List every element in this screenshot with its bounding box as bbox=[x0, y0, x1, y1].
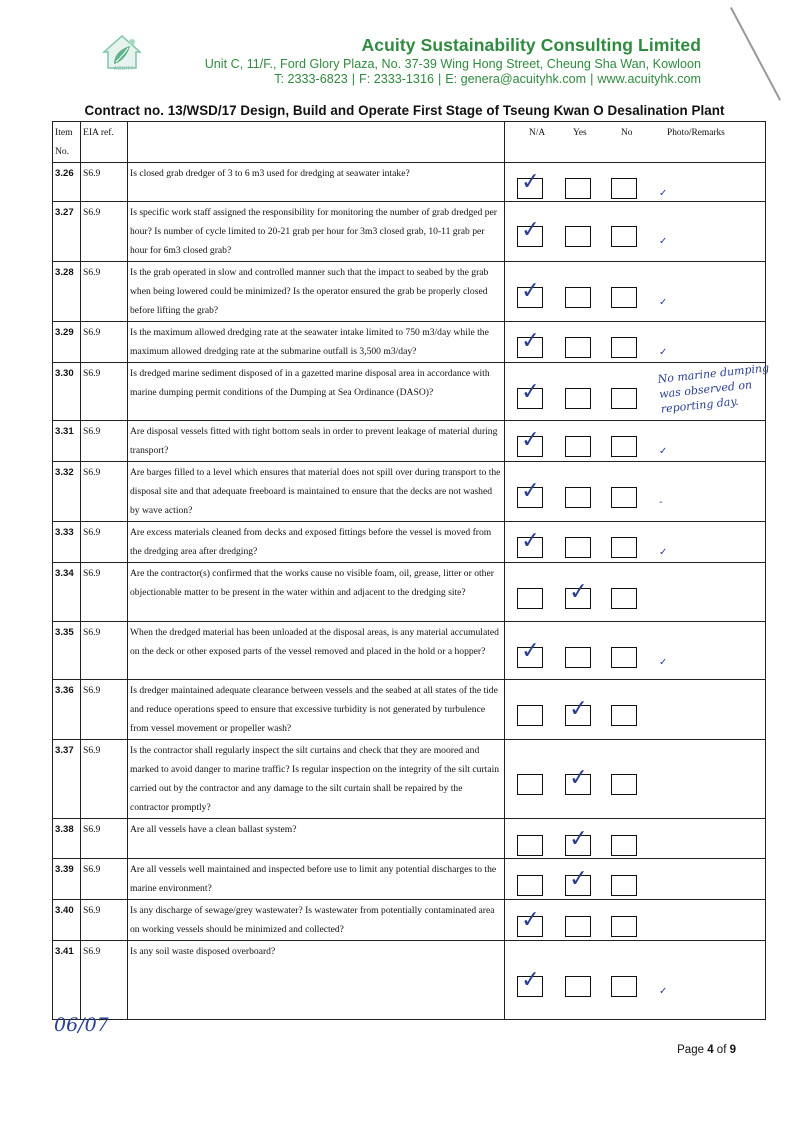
table-row bbox=[53, 202, 766, 262]
item-description: Are all vessels well maintained and inspected before use to limit any potential discharges to the marine environment? bbox=[128, 859, 505, 900]
item-description: Is dredger maintained adequate clearance between vessels and the seabed at all states of the tide and reduce operations speed to ensure that excessive turbidity is not generated by turbulence from vessel movement or propeller wash? bbox=[128, 680, 505, 740]
check-cell bbox=[505, 859, 766, 900]
checkbox-no[interactable] bbox=[611, 537, 637, 558]
header-eia-ref: EIA ref. bbox=[81, 122, 128, 163]
check-mark-icon: ✓ bbox=[568, 865, 590, 893]
check-cell bbox=[505, 361, 770, 421]
table-row bbox=[53, 563, 766, 622]
checkbox-yes[interactable] bbox=[565, 537, 591, 558]
check-cell bbox=[505, 563, 766, 622]
eia-reference: S6.9 bbox=[81, 363, 128, 421]
checkbox-yes[interactable] bbox=[565, 976, 591, 997]
checkbox-na[interactable] bbox=[517, 216, 543, 247]
eia-reference: S6.9 bbox=[81, 622, 128, 680]
check-mark-icon: ✓ bbox=[520, 477, 542, 505]
header-checks bbox=[505, 122, 766, 163]
checkbox-yes[interactable] bbox=[565, 825, 591, 856]
check-mark-icon: ✓ bbox=[520, 906, 542, 934]
company-address: Unit C, 11/F., Ford Glory Plaza, No. 37-39 Wing Hong Street, Cheung Sha Wan, Kowloon bbox=[204, 57, 701, 71]
table-row bbox=[53, 819, 766, 859]
remark-note: ✓ bbox=[659, 297, 668, 308]
check-cell bbox=[505, 680, 766, 740]
checkbox-na[interactable] bbox=[517, 705, 543, 726]
checkbox-yes[interactable] bbox=[565, 764, 591, 795]
table-row bbox=[53, 262, 766, 322]
item-number: 3.37 bbox=[53, 740, 81, 819]
table-row bbox=[53, 680, 766, 740]
checkbox-na[interactable] bbox=[517, 637, 543, 668]
checkbox-yes[interactable] bbox=[565, 578, 591, 609]
check-cell bbox=[505, 900, 766, 941]
check-cell bbox=[505, 522, 766, 563]
check-mark-icon: ✓ bbox=[568, 578, 590, 606]
checkbox-yes[interactable] bbox=[565, 388, 591, 409]
company-name: Acuity Sustainability Consulting Limited bbox=[361, 35, 701, 55]
table-header-row bbox=[53, 122, 766, 163]
checkbox-yes[interactable] bbox=[565, 436, 591, 457]
checkbox-yes[interactable] bbox=[565, 647, 591, 668]
table-row bbox=[53, 421, 766, 462]
remark-note: ✓ bbox=[659, 188, 668, 199]
eia-reference: S6.9 bbox=[81, 163, 128, 202]
checkbox-na[interactable] bbox=[517, 426, 543, 457]
table-row bbox=[53, 163, 766, 202]
eia-reference: S6.9 bbox=[81, 522, 128, 563]
header-no: No bbox=[621, 128, 633, 138]
checkbox-yes[interactable] bbox=[565, 865, 591, 896]
eia-reference: S6.9 bbox=[81, 202, 128, 262]
remark-note: ✓ bbox=[659, 236, 668, 247]
check-mark-icon: ✓ bbox=[520, 426, 542, 454]
checkbox-no[interactable] bbox=[611, 388, 637, 409]
checkbox-no[interactable] bbox=[611, 337, 637, 358]
item-number: 3.32 bbox=[53, 462, 81, 522]
checkbox-na[interactable] bbox=[517, 588, 543, 609]
check-cell bbox=[505, 202, 766, 262]
leaf-house-logo-icon bbox=[96, 28, 148, 80]
item-description: Is the grab operated in slow and controlled manner such that the impact to seabed by the grab when being lowered could be minimized? Is the operator ensured the grab be properly closed before lifting the grab? bbox=[128, 262, 505, 322]
eia-reference: S6.9 bbox=[81, 680, 128, 740]
checkbox-no[interactable] bbox=[611, 916, 637, 937]
item-description: Are excess materials cleaned from decks and exposed fittings before the vessel is moved from the dredging area after dredging? bbox=[128, 522, 505, 563]
table-row bbox=[53, 462, 766, 522]
check-cell bbox=[505, 819, 766, 859]
check-cell bbox=[505, 262, 766, 322]
remark-note: No marine dumping was observed on reporting day. bbox=[657, 361, 770, 416]
table-row bbox=[53, 900, 766, 941]
check-mark-icon: ✓ bbox=[568, 764, 590, 792]
scan-edge-line bbox=[730, 7, 781, 101]
checkbox-na[interactable] bbox=[517, 168, 543, 199]
checkbox-na[interactable] bbox=[517, 527, 543, 558]
item-number: 3.35 bbox=[53, 622, 81, 680]
header-item: Item No. bbox=[53, 122, 81, 163]
eia-reference: S6.9 bbox=[81, 740, 128, 819]
item-number: 3.41 bbox=[53, 941, 81, 1020]
checkbox-yes[interactable] bbox=[565, 487, 591, 508]
checkbox-yes[interactable] bbox=[565, 287, 591, 308]
item-description: Is dredged marine sediment disposed of in a gazetted marine disposal area in accordance with marine dumping permit conditions of the Dumping at Sea Ordinance (DASO)? bbox=[128, 363, 505, 421]
check-mark-icon: ✓ bbox=[520, 216, 542, 244]
remark-note: ✓ bbox=[659, 657, 668, 668]
item-number: 3.38 bbox=[53, 819, 81, 859]
check-mark-icon: ✓ bbox=[520, 637, 542, 665]
checkbox-no[interactable] bbox=[611, 287, 637, 308]
check-cell bbox=[505, 322, 766, 363]
checkbox-no[interactable] bbox=[611, 835, 637, 856]
checkbox-no[interactable] bbox=[611, 647, 637, 668]
check-mark-icon: ✓ bbox=[520, 378, 542, 406]
item-number: 3.36 bbox=[53, 680, 81, 740]
check-cell bbox=[505, 421, 766, 462]
item-number: 3.27 bbox=[53, 202, 81, 262]
item-number: 3.34 bbox=[53, 563, 81, 622]
handwritten-date: 06/07 bbox=[54, 1014, 109, 1036]
eia-reference: S6.9 bbox=[81, 421, 128, 462]
item-number: 3.30 bbox=[53, 363, 81, 421]
header-na: N/A bbox=[529, 128, 546, 138]
checkbox-yes[interactable] bbox=[565, 695, 591, 726]
contract-title: Contract no. 13/WSD/17 Design, Build and Operate First Stage of Tseung Kwan O Desalination Plant bbox=[84, 103, 725, 118]
page-number: Page 4 of 9 bbox=[677, 1044, 736, 1056]
check-cell bbox=[505, 622, 766, 680]
checkbox-no[interactable] bbox=[611, 588, 637, 609]
checkbox-na[interactable] bbox=[517, 774, 543, 795]
item-description: Are disposal vessels fitted with tight bottom seals in order to prevent leakage of material during transport? bbox=[128, 421, 505, 462]
remark-note: - bbox=[659, 497, 663, 508]
eia-reference: S6.9 bbox=[81, 322, 128, 363]
item-number: 3.40 bbox=[53, 900, 81, 941]
check-cell bbox=[505, 740, 766, 819]
remark-note: ✓ bbox=[659, 347, 668, 358]
checkbox-na[interactable] bbox=[517, 906, 543, 937]
item-description: When the dredged material has been unloaded at the disposal areas, is any material accumulated on the deck or other exposed parts of the vessel removed and placed in the hold or a hopper? bbox=[128, 622, 505, 680]
company-header bbox=[205, 35, 701, 86]
item-description: Is any discharge of sewage/grey wastewater? Is wastewater from potentially contaminated area on working vessels should be minimized and collected? bbox=[128, 900, 505, 941]
eia-reference: S6.9 bbox=[81, 859, 128, 900]
eia-reference: S6.9 bbox=[81, 262, 128, 322]
table-row bbox=[53, 522, 766, 563]
checkbox-no[interactable] bbox=[611, 875, 637, 896]
checklist-table bbox=[52, 121, 770, 1020]
header-yes: Yes bbox=[573, 128, 587, 138]
eia-reference: S6.9 bbox=[81, 563, 128, 622]
check-cell bbox=[505, 163, 766, 202]
remark-note: ✓ bbox=[659, 446, 668, 457]
eia-reference: S6.9 bbox=[81, 900, 128, 941]
check-mark-icon: ✓ bbox=[520, 966, 542, 994]
checkbox-na[interactable] bbox=[517, 875, 543, 896]
check-cell bbox=[505, 941, 766, 1020]
company-fax: F: 2333-1316 bbox=[359, 72, 434, 86]
checkbox-yes[interactable] bbox=[565, 916, 591, 937]
item-number: 3.39 bbox=[53, 859, 81, 900]
item-number: 3.31 bbox=[53, 421, 81, 462]
check-mark-icon: ✓ bbox=[520, 168, 542, 196]
table-row bbox=[53, 622, 766, 680]
check-cell bbox=[505, 462, 766, 522]
item-description: Is the maximum allowed dredging rate at the seawater intake limited to 750 m3/day while the maximum allowed dredging rate at the submarine outfall is 3,500 m3/day? bbox=[128, 322, 505, 363]
table-row bbox=[53, 363, 766, 421]
checkbox-na[interactable] bbox=[517, 966, 543, 997]
checkbox-no[interactable] bbox=[611, 178, 637, 199]
item-number: 3.33 bbox=[53, 522, 81, 563]
header-description bbox=[128, 122, 505, 163]
checkbox-no[interactable] bbox=[611, 436, 637, 457]
item-number: 3.26 bbox=[53, 163, 81, 202]
checkbox-yes[interactable] bbox=[565, 178, 591, 199]
item-description: Are the contractor(s) confirmed that the works cause no visible foam, oil, grease, litter or other objectionable matter to be present in the water within and adjacent to the dredging site? bbox=[128, 563, 505, 622]
checkbox-no[interactable] bbox=[611, 774, 637, 795]
company-contact: T: 2333-6823 | F: 2333-1316 | E: genera@acuityhk.com | www.acuityhk.com bbox=[274, 72, 701, 86]
checkbox-na[interactable] bbox=[517, 327, 543, 358]
header-remarks: Photo/Remarks bbox=[667, 128, 725, 138]
item-description: Is the contractor shall regularly inspect the silt curtains and check that they are moored and marked to avoid danger to marine traffic? Is regular inspection on the integrity of the silt curtain carried out by the contractor and any damage to the silt curtain shall be repaired by the contractor promptly? bbox=[128, 740, 505, 819]
check-mark-icon: ✓ bbox=[568, 695, 590, 723]
item-description: Are all vessels have a clean ballast system? bbox=[128, 819, 505, 859]
item-description: Is specific work staff assigned the responsibility for monitoring the number of grab dredged per hour? Is number of cycle limited to 20-21 grab per hour for 3m3 closed grab, 10-11 grab per hour for 6m3 closed grab? bbox=[128, 202, 505, 262]
checkbox-na[interactable] bbox=[517, 477, 543, 508]
item-description: Is closed grab dredger of 3 to 6 m3 used for dredging at seawater intake? bbox=[128, 163, 505, 202]
item-number: 3.28 bbox=[53, 262, 81, 322]
checkbox-na[interactable] bbox=[517, 277, 543, 308]
eia-reference: S6.9 bbox=[81, 941, 128, 1020]
checkbox-no[interactable] bbox=[611, 705, 637, 726]
check-mark-icon: ✓ bbox=[520, 277, 542, 305]
item-description: Are barges filled to a level which ensures that material does not spill over during transport to the disposal site and that adequate freeboard is maintained to ensure that the decks are not washed by wave action? bbox=[128, 462, 505, 522]
company-website: www.acuityhk.com bbox=[597, 72, 701, 86]
checkbox-no[interactable] bbox=[611, 976, 637, 997]
table-row bbox=[53, 859, 766, 900]
table-row bbox=[53, 941, 766, 1020]
check-mark-icon: ✓ bbox=[568, 825, 590, 853]
item-number: 3.29 bbox=[53, 322, 81, 363]
remark-note: ✓ bbox=[659, 986, 668, 997]
check-mark-icon: ✓ bbox=[520, 327, 542, 355]
checkbox-no[interactable] bbox=[611, 487, 637, 508]
logo-caption: ACUITY bbox=[113, 66, 135, 72]
checkbox-no[interactable] bbox=[611, 226, 637, 247]
item-description: Is any soil waste disposed overboard? bbox=[128, 941, 505, 1020]
company-email: E: genera@acuityhk.com bbox=[445, 72, 587, 86]
checkbox-yes[interactable] bbox=[565, 337, 591, 358]
eia-reference: S6.9 bbox=[81, 462, 128, 522]
table-row bbox=[53, 322, 766, 363]
check-mark-icon: ✓ bbox=[520, 527, 542, 555]
eia-reference: S6.9 bbox=[81, 819, 128, 859]
table-row bbox=[53, 740, 766, 819]
checkbox-na[interactable] bbox=[517, 378, 543, 409]
checkbox-yes[interactable] bbox=[565, 226, 591, 247]
checkbox-na[interactable] bbox=[517, 835, 543, 856]
remark-note: ✓ bbox=[659, 547, 668, 558]
company-tel: T: 2333-6823 bbox=[274, 72, 348, 86]
